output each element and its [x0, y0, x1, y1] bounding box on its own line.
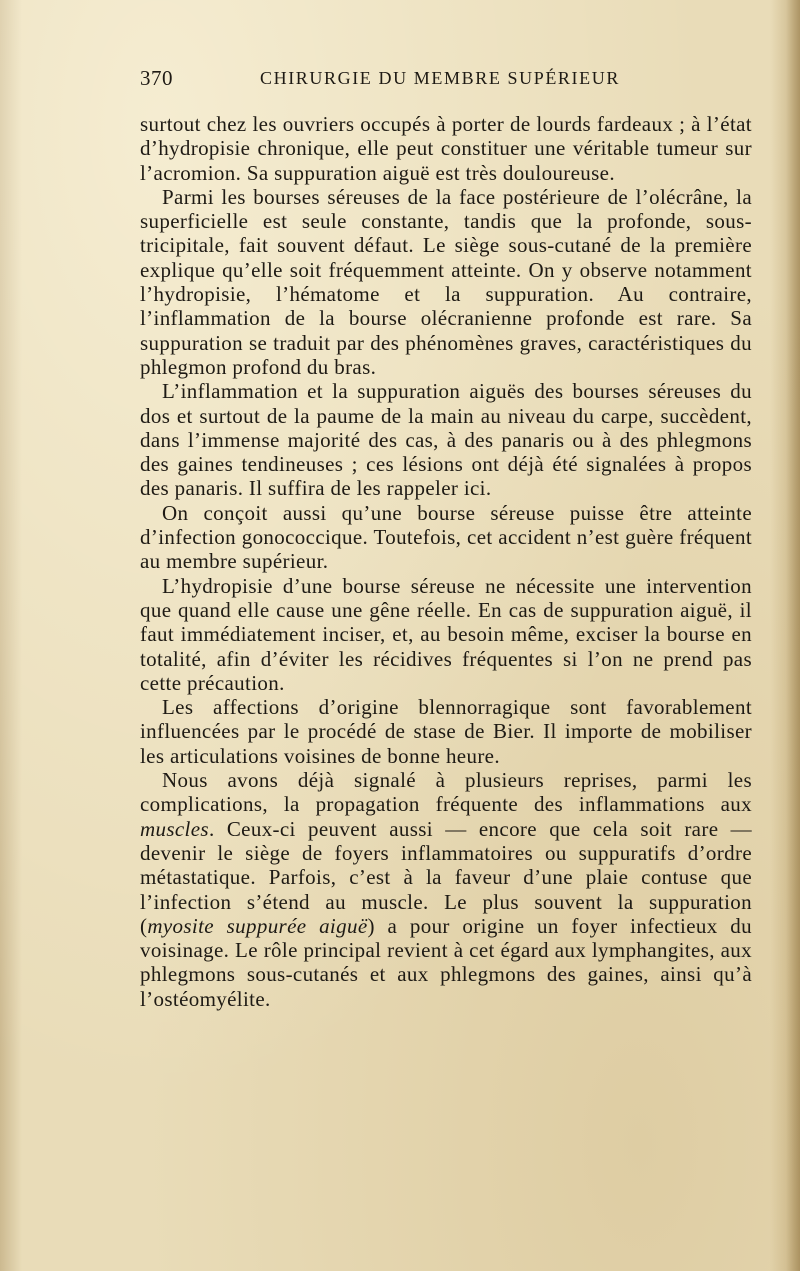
paragraph: L’hydropisie d’une bourse séreuse ne nécessite une intervention que quand elle cause une gêne réelle. En cas de suppuration aiguë, il faut immédiatement inciser, et, au besoin même, exciser la bourse en totalité, afin d’éviter les récidives fréquentes si l’on ne prend pas cette précaution.	[140, 573, 752, 695]
paragraph-text: Nous avons déjà signalé à plusieurs reprises, parmi les complications, la propagation fréquente des inflammations aux	[140, 768, 752, 817]
italic-term: myosite suppurée aiguë	[147, 913, 368, 938]
running-head: CHIRURGIE DU MEMBRE SUPÉRIEUR	[260, 68, 620, 88]
paragraph: Parmi les bourses séreuses de la face postérieure de l’olécrâne, la superficielle est seule constante, tandis que la profonde, sous-tricipitale, fait souvent défaut. Le siège sous-cutané de la première explique qu’elle soit fréquemment atteinte. On y observe notamment l’hydropisie, l’hématome et la suppuration. Au contraire, l’inflammation de la bourse olécranienne profonde est rare. Sa suppuration se traduit par des phénomènes graves, caractéristiques du phlegmon profond du bras.	[140, 184, 752, 379]
paragraph-text: ) a pour origine un foyer infectieux du voisinage. Le rôle principal revient à cet égard aux lymphangites, aux phlegmons sous-cutanés et aux phlegmons des gaines, ainsi qu’à l’ostéomyélite.	[140, 913, 752, 1011]
paragraph: Les affections d’origine blennorragique sont favorablement influencées par le procédé de stase de Bier. Il importe de mobiliser les articulations voisines de bonne heure.	[140, 695, 752, 768]
paragraph-text: . Ceux-ci peuvent aussi — encore que cela soit rare — devenir le siège de foyers inflammatoires ou suppuratifs d’ordre métastatique. Parfois, c’est à la faveur d’une plaie contuse que l’infection s’étend au muscle. Le plus souvent la suppuration (	[140, 816, 752, 938]
body-text	[140, 112, 752, 1011]
page-edge-shadow	[786, 0, 800, 1271]
paragraph: surtout chez les ouvriers occupés à porter de lourds fardeaux ; à l’état d’hydropisie chronique, elle peut constituer une véritable tumeur sur l’acromion. Sa suppuration aiguë est très douloureuse.	[140, 112, 752, 185]
paragraph: On conçoit aussi qu’une bourse séreuse puisse être atteinte d’infection gonococcique. Toutefois, cet accident n’est guère fréquent au membre supérieur.	[140, 500, 752, 574]
page-number: 370	[140, 66, 173, 90]
paragraph	[140, 768, 752, 1011]
page-header	[140, 66, 752, 96]
paragraph: L’inflammation et la suppuration aiguës des bourses séreuses du dos et surtout de la paume de la main au niveau du carpe, succèdent, dans l’immense majorité des cas, à des panaris ou à des phlegmons des gaines tendineuses ; ces lésions ont déjà été signalées à propos des panaris. Il suffira de les rappeler ici.	[140, 379, 752, 501]
italic-term: muscles	[140, 816, 209, 841]
